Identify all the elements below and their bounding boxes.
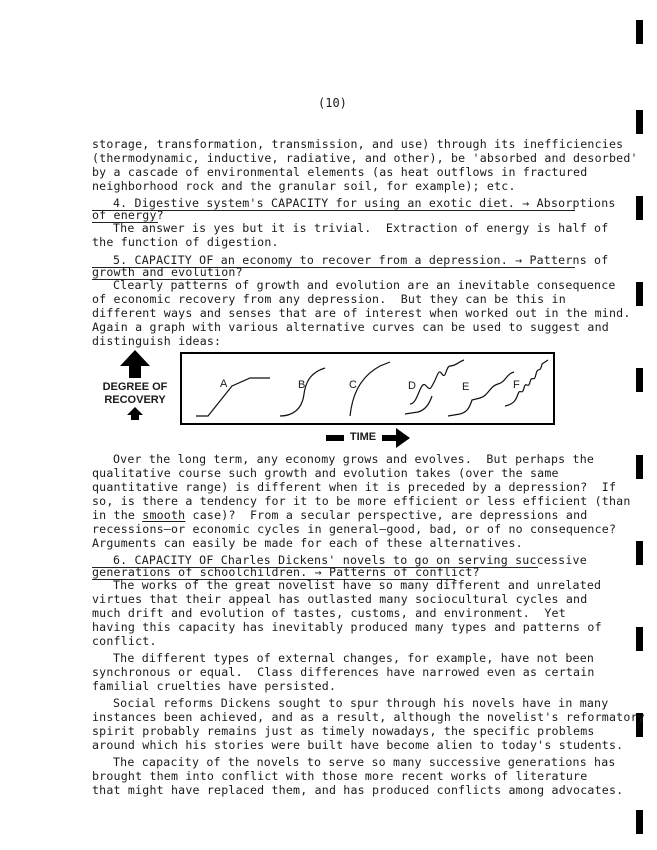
heading-item-5: 5. CAPACITY OF an economy to recover from a depression. → Patterns of [113,253,609,267]
margin-mark [636,110,643,134]
margin-mark [636,541,643,565]
margin-mark [636,282,643,306]
margin-mark [636,810,643,834]
margin-mark [636,196,643,220]
text-line: neighborhood rock and the granular soil, for example); etc. [92,179,516,193]
right-arrow-icon [382,428,410,448]
text-line: Social reforms Dickens sought to spur through his novels have in many [113,696,609,710]
text-fragment: case)? From a secular perspective, are depressions and [185,508,588,522]
underlined-word: smooth [142,508,186,522]
text-fragment: in the [92,508,143,522]
curve-e [448,372,514,416]
text-line: Clearly patterns of growth and evolution are an inevitable consequence [113,278,616,292]
curve-a [196,378,270,416]
text-line: of economic recovery from any depression. But they can be this in [92,292,566,306]
curve-label-c: C [349,379,357,391]
curve-d-low [405,396,432,414]
page-number: (10) [318,96,347,110]
curve-label-b: B [298,379,306,391]
margin-mark [636,20,643,44]
text-line: Arguments can easily be made for each of these alternatives. [92,536,523,550]
text-line: qualitative course such growth and evolution takes (over the same [92,466,559,480]
margin-mark [636,368,643,392]
text-line: brought them into conflict with those more recent works of literature [92,769,588,783]
text-line [92,508,587,522]
up-arrow-icon [120,350,150,378]
margin-mark [636,627,643,651]
text-line: by a cascade of environmental elements (as heat outflows in fractured [92,165,588,179]
heading-item-5-cont: growth and evolution? [92,265,243,279]
text-line: around which his stories were built have become alien to today's students. [92,738,624,752]
text-line: having this capacity has inevitably produced many types and patterns of [92,620,602,634]
text-line: (thermodynamic, inductive, radiative, and other), be 'absorbed and desorbed' [92,151,638,165]
text-line: storage, transformation, transmission, and use) through its inefficiencies [92,137,624,151]
text-line: spirit probably remains just as timely nowadays, the specific problems [92,724,595,738]
text-line: quantitative range) is different when it is preceded by a depression? If [92,480,617,494]
text-line: conflict. [92,634,157,648]
text-line: so, is there a tendency for it to be more efficient or less efficient (than [92,494,631,508]
text-line: synchronous or equal. Class differences have narrowed even as certain [92,665,595,679]
curve-label-f: F [513,379,520,391]
text-line: The answer is yes but it is trivial. Extraction of energy is half of [113,221,609,235]
text-line: distinguish ideas: [92,334,222,348]
curves-svg [180,352,555,425]
x-axis-tail [326,435,344,441]
text-line: different ways and senses that are of interest when worked out in the mind. [92,306,631,320]
text-line: familial cruelties have persisted. [92,679,337,693]
curve-label-a: A [220,378,228,390]
heading-item-6-cont: generations of schoolchildren. → Patterns of conflict? [92,565,480,579]
text-line: virtues that their appeal has outlasted many sociocultural cycles and [92,592,588,606]
text-line: much drift and evolution of tastes, customs, and environment. Yet [92,606,566,620]
heading-item-6: 6. CAPACITY OF Charles Dickens' novels to go on serving successive [113,553,587,567]
curve-label-d: D [408,380,416,392]
x-axis-label: TIME [349,431,377,443]
text-line: the function of digestion. [92,235,279,249]
text-line: Again a graph with various alternative curves can be used to suggest and [92,320,609,334]
margin-mark [636,455,643,479]
text-line: recessions—or economic cycles in general—good, bad, or of no consequence? [92,522,617,536]
text-line: Over the long term, any economy grows and evolves. But perhaps the [113,452,595,466]
y-axis-label-line: DEGREE OF [102,381,168,393]
text-line: The different types of external changes, for example, have not been [113,651,595,665]
curve-f [505,360,548,406]
text-line: The capacity of the novels to serve so many successive generations has [113,755,616,769]
heading-item-4-cont: of energy? [92,208,164,222]
curve-d [410,360,464,404]
text-line: The works of the great novelist have so many different and unrelated [113,578,602,592]
text-line: instances been achieved, and as a result, although the novelist's reformatory [92,710,645,724]
small-up-arrow-icon [127,407,143,420]
curve-b [280,368,325,416]
underline [92,210,575,211]
text-line: that might have replaced them, and has produced conflicts among advocates. [92,783,624,797]
curve-label-e: E [462,381,470,393]
y-axis-label-line: RECOVERY [104,394,166,406]
heading-item-4: 4. Digestive system's CAPACITY for using an exotic diet. → Absorptions [113,196,616,210]
y-axis-label [100,381,170,407]
